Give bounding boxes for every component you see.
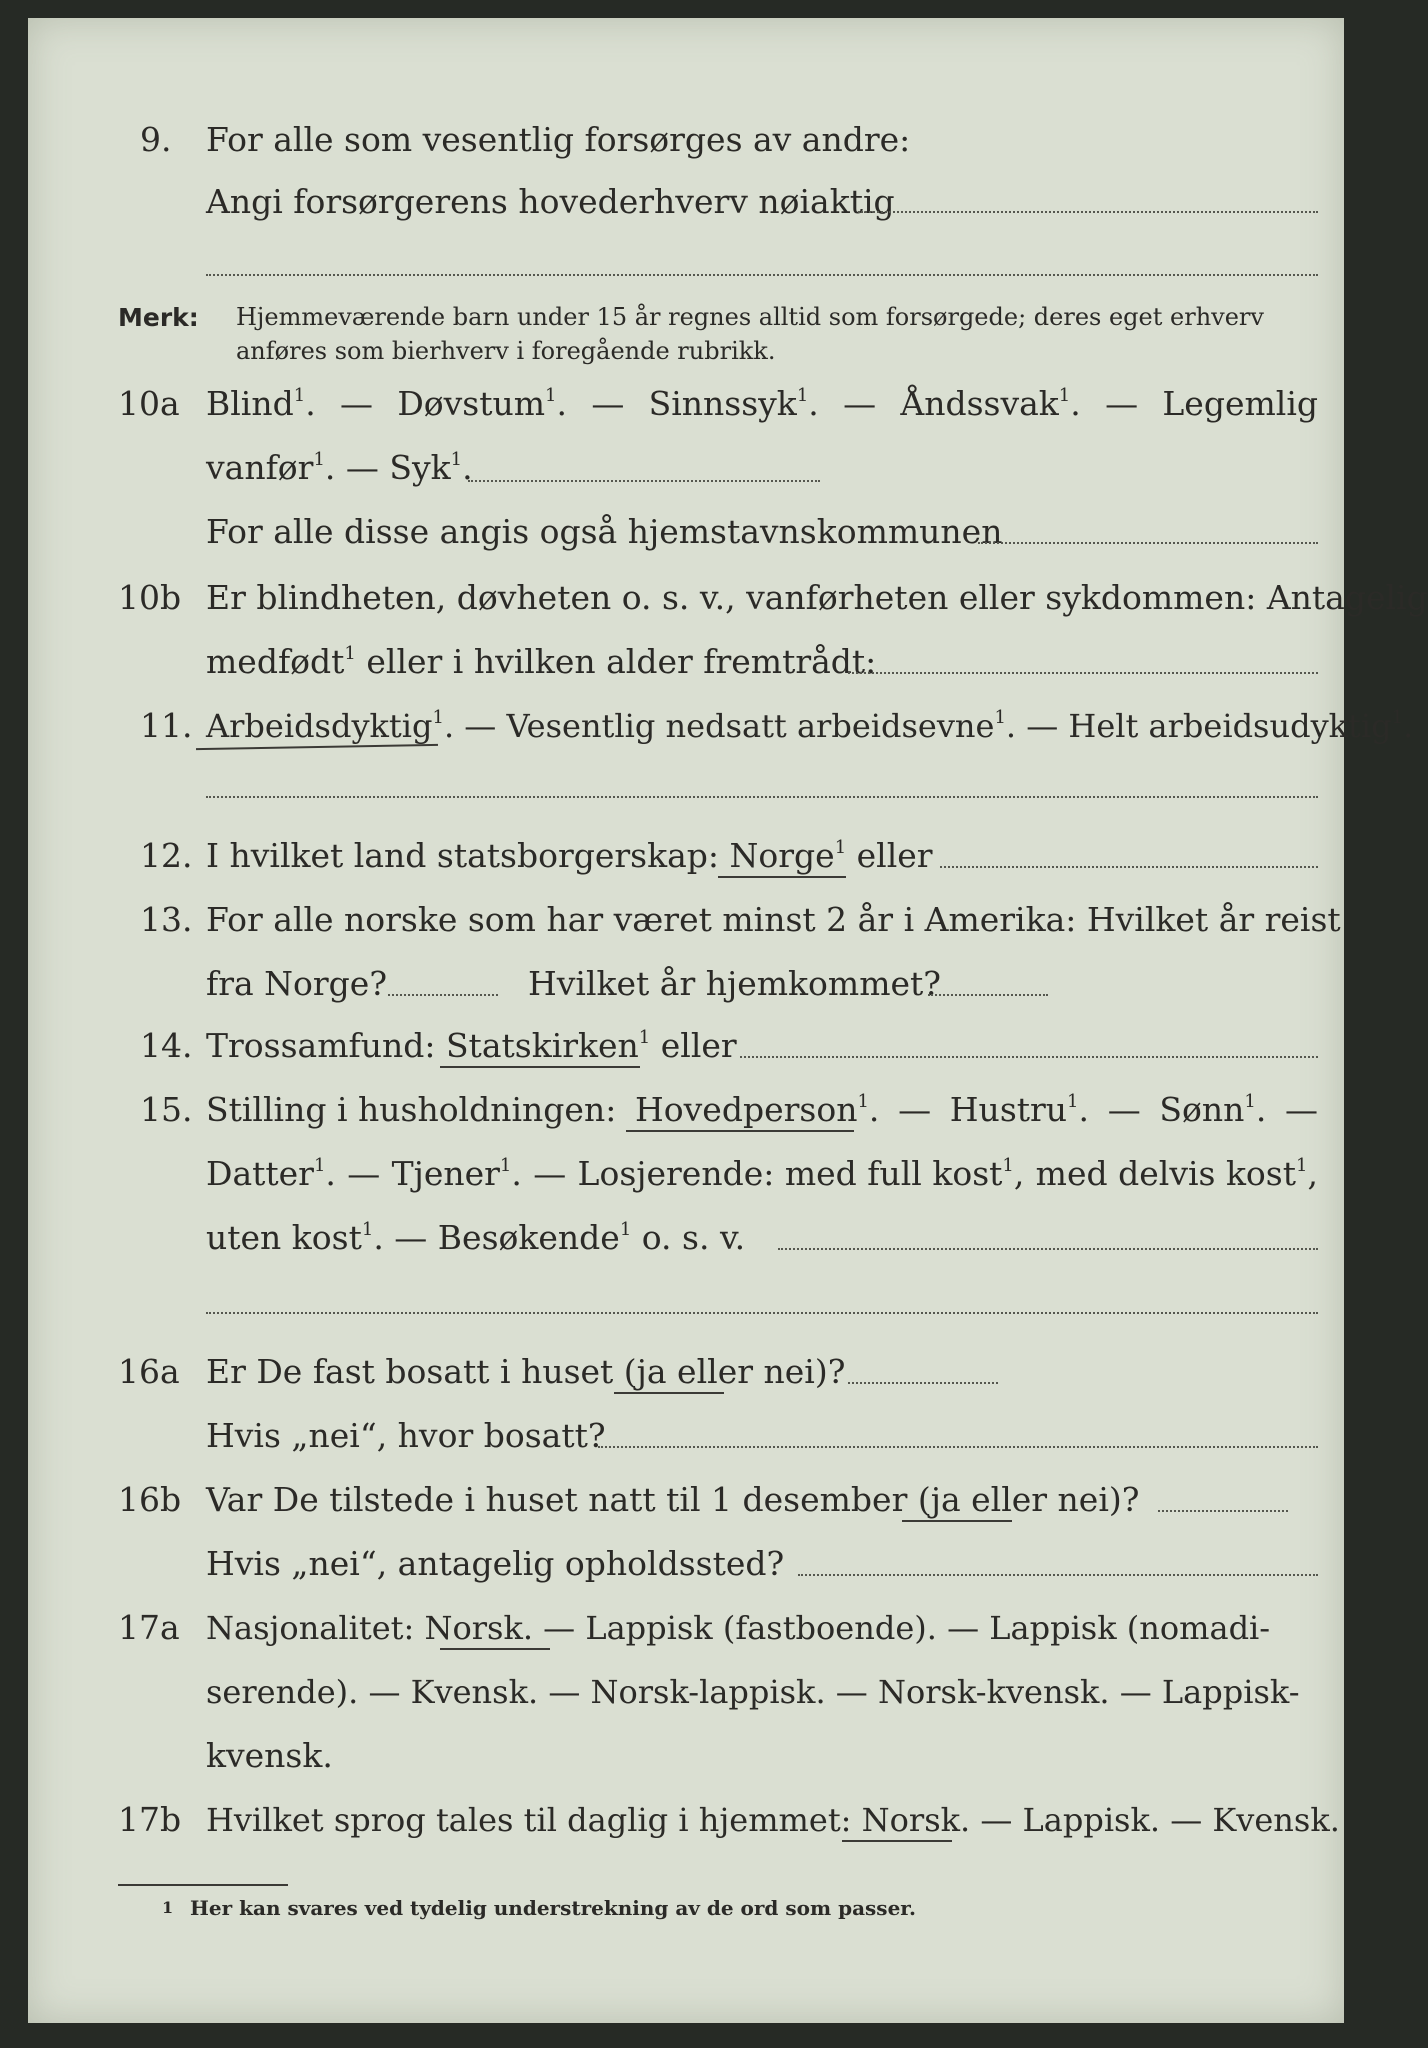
q9-line2: Angi forsørgerens hovederhverv nøiaktig <box>206 182 895 221</box>
opt-helt: Helt arbeidsudyktig <box>1068 707 1392 745</box>
q15-line3: uten kost$^1$. — Besøkende$^1$ o. s. v. <box>206 1218 746 1257</box>
q13-fra: fra Norge? <box>206 964 388 1003</box>
opt-syk: Syk <box>389 448 451 487</box>
q12-dots <box>940 866 1318 868</box>
q15-line1: Stilling i husholdningen: Hovedperson$^1$. — Hustru$^1$. — Sønn$^1$. — <box>206 1090 1318 1129</box>
opt-sonn: Sønn <box>1159 1090 1245 1129</box>
opt-losjerende: Losjerende: med full kost <box>577 1154 1003 1193</box>
opt-vanfor: vanfør <box>206 448 314 487</box>
q17b-underline <box>842 1840 952 1842</box>
opt-norge: Norge <box>729 836 835 875</box>
q16a-underline <box>614 1392 724 1394</box>
q16b-dots <box>1158 1510 1288 1512</box>
q15-dots-2 <box>206 1312 1318 1314</box>
footnote-mark: 1 <box>162 1898 174 1917</box>
q16a-number: 16a <box>118 1352 180 1391</box>
q11-line: Arbeidsdyktig$^1$. — Vesentlig nedsatt arbeidsevne$^1$. — Helt arbeidsudyktig$^1$. <box>206 707 1414 745</box>
census-form-page <box>28 18 1428 2023</box>
opt-andssvak: Åndssvak <box>900 384 1059 423</box>
opt-arbeidsdyktig: Arbeidsdyktig <box>206 707 433 745</box>
opt-legemlig: Legemlig <box>1162 384 1318 423</box>
q11-dots <box>206 796 1318 798</box>
q17b-line1: Hvilket sprog tales til daglig i hjemmet: Norsk. — Lappisk. — Kvensk. <box>206 1801 1340 1839</box>
q15-underline <box>626 1130 854 1132</box>
q16a-line1: Er De fast bosatt i huset (ja eller nei)? <box>206 1352 846 1391</box>
q16a-line2: Hvis „nei“, hvor bosatt? <box>206 1416 606 1455</box>
q16b-number: 16b <box>118 1480 182 1519</box>
footnote-text: Her kan svares ved tydelig understrekning av de ord som passer. <box>190 1896 916 1920</box>
q13-hjem: Hvilket år hjemkommet? <box>528 964 941 1003</box>
footnote-rule <box>118 1884 288 1886</box>
opt-blind: Blind <box>206 384 294 423</box>
opt-statskirken: Statskirken <box>445 1026 639 1065</box>
q17a-line2: serende). — Kvensk. — Norsk-lappisk. — Norsk-kvensk. — Lappisk- <box>206 1673 1300 1711</box>
opt-delvis: med delvis kost <box>1035 1154 1296 1193</box>
q13-line1: For alle norske som har været minst 2 år i Amerika: Hvilket år reist <box>206 900 1341 939</box>
q17b-number: 17b <box>118 1800 182 1839</box>
q10a-line3: For alle disse angis også hjemstavnskommunen <box>206 512 1003 551</box>
q10a-number: 10a <box>118 384 180 423</box>
q15-dots <box>778 1248 1318 1250</box>
q14-number: 14. <box>140 1026 193 1065</box>
q16b-line1: Var De tilstede i huset natt til 1 desember (ja eller nei)? <box>206 1480 1140 1519</box>
q10a-syk-dots <box>468 480 820 482</box>
q17a-number: 17a <box>118 1608 180 1647</box>
q13-number: 13. <box>140 900 193 939</box>
q12-underline <box>718 876 846 878</box>
opt-dovstum: Døvstum <box>397 384 546 423</box>
q10a-line2: vanfør$^1$. — Syk$^1$. <box>206 448 473 487</box>
opt-datter: Datter <box>206 1154 314 1193</box>
q13-fra-dots <box>388 994 498 996</box>
q17a-underline <box>440 1648 550 1650</box>
merk-line1: Hjemmeværende barn under 15 år regnes alltid som forsørgede; deres eget erhverv <box>236 303 1264 331</box>
q14-dots <box>740 1056 1318 1058</box>
q14-line: Trossamfund: Statskirken$^1$ eller <box>206 1026 737 1065</box>
opt-medfodt: medfødt <box>206 642 345 681</box>
q14-underline <box>440 1066 640 1068</box>
q17a-line1: Nasjonalitet: Norsk. — Lappisk (fastboende). — Lappisk (nomadi- <box>206 1609 1271 1647</box>
q16a-dots <box>848 1382 998 1384</box>
q16b-underline <box>902 1520 1012 1522</box>
opt-besokende: Besøkende <box>437 1218 620 1257</box>
q10b-line1: Er blindheten, døvheten o. s. v., vanførheten eller sykdommen: Antagelig <box>206 578 1428 617</box>
q9-line1: For alle som vesentlig forsørges av andre: <box>206 120 911 159</box>
opt-hovedperson: Hovedperson <box>635 1090 858 1129</box>
q16b-line2: Hvis „nei“, antagelig opholdssted? <box>206 1544 785 1583</box>
q17a-line3: kvensk. <box>206 1736 333 1775</box>
q15-number: 15. <box>140 1090 193 1129</box>
opt-tjener: Tjener <box>391 1154 500 1193</box>
q12-number: 12. <box>140 836 193 875</box>
q10b-dots <box>848 672 1318 674</box>
q16a-dots-2 <box>598 1446 1318 1448</box>
opt-vesentlig: Vesentlig nedsatt arbeidsevne <box>506 707 995 745</box>
opt-sinnssyk: Sinnssyk <box>648 384 797 423</box>
q9-answer-dots <box>858 211 1318 213</box>
q12-line: I hvilket land statsborgerskap: Norge$^1$ eller <box>206 836 933 875</box>
q10a-line1: Blind$^1$. — Døvstum$^1$. — Sinnssyk$^1$. — Åndssvak$^1$. — Legemlig <box>206 384 1318 423</box>
opt-uten: uten kost <box>206 1218 362 1257</box>
q10a-home-dots <box>978 542 1318 544</box>
q15-line2: Datter$^1$. — Tjener$^1$. — Losjerende: med full kost$^1$, med delvis kost$^1$, <box>206 1154 1318 1193</box>
merk-line2: anføres som bierhverv i foregående rubrikk. <box>236 337 776 365</box>
q16b-dots-2 <box>798 1574 1318 1576</box>
q9-answer-dots-2 <box>206 274 1318 276</box>
q11-number: 11. <box>140 706 193 745</box>
q10b-number: 10b <box>118 578 182 617</box>
q9-number: 9. <box>140 120 172 159</box>
q13-hjem-dots <box>928 994 1048 996</box>
opt-hustru: Hustru <box>949 1090 1068 1129</box>
q10b-line2: medfødt$^1$ eller i hvilken alder fremtrådt: <box>206 642 877 681</box>
merk-label: Merk: <box>118 303 199 332</box>
